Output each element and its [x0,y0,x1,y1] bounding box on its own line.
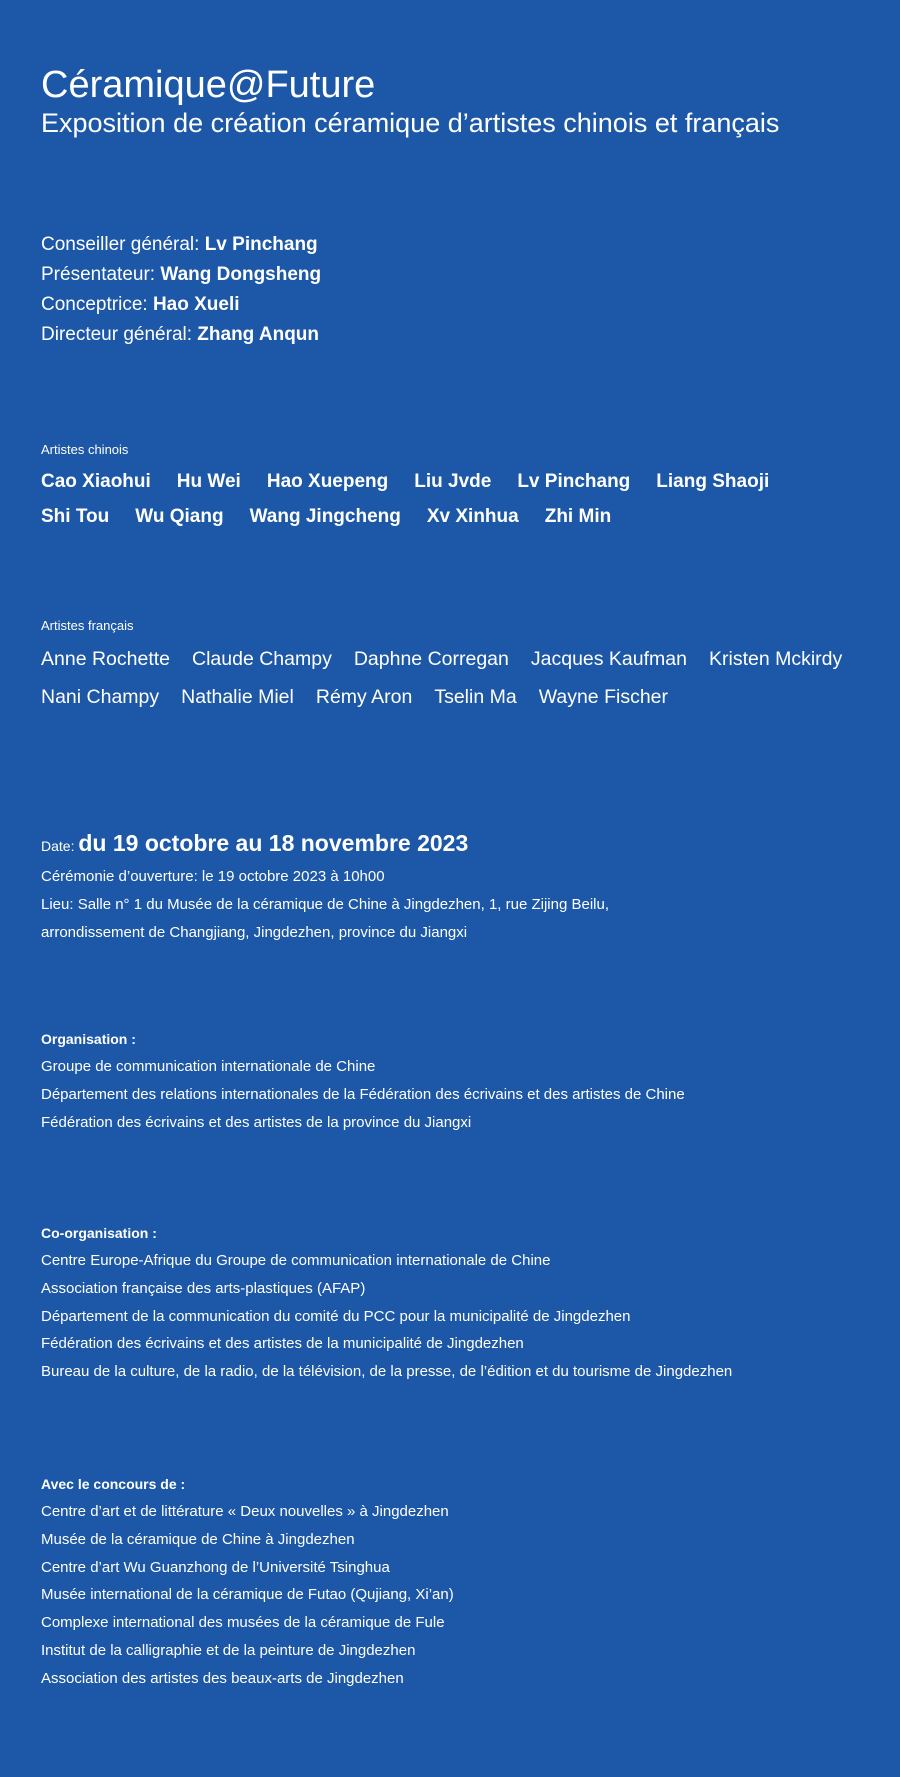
opening-ceremony: Cérémonie d’ouverture: le 19 octobre 2023 à 10h00 [41,868,385,885]
exhibition-title: Céramique@Future [41,64,376,106]
french-artists-list [41,640,891,716]
credit-line [41,260,321,290]
artist-name: Nathalie Miel [181,686,294,708]
event-details [41,826,609,947]
artist-name: Zhi Min [544,506,612,527]
artist-name: Tselin Ma [434,686,517,708]
co-organisation-line: Fédération des écrivains et des artistes de la municipalité de Jingdezhen [41,1335,524,1353]
date-label: Date: [41,838,79,854]
concours-section [41,1470,454,1693]
credit-name: Lv Pinchang [204,234,318,255]
organisation-line: Groupe de communication internationale de Chine [41,1058,376,1075]
concours-line: Musée de la céramique de Chine à Jingdezhen [41,1530,355,1548]
organisation-section [41,1025,685,1136]
french-artists-label: Artistes français [41,618,134,633]
exhibition-subtitle: Exposition de création céramique d’artistes chinois et français [41,108,780,138]
date-value: du 19 octobre au 18 novembre 2023 [78,830,469,856]
credit-line [41,230,321,260]
concours-heading: Avec le concours de : [41,1476,186,1492]
concours-line: Centre d’art Wu Guanzhong de l’Université Tsinghua [41,1558,390,1576]
organisation-line: Département des relations internationales de la Fédération des écrivains et des artistes de Chine [41,1085,685,1103]
artist-name: Hao Xuepeng [266,471,389,492]
artist-name: Daphne Corregan [353,648,509,670]
artist-name: Xv Xinhua [426,506,519,527]
credits-list [41,230,321,350]
credit-line [41,290,321,320]
organisation-heading: Organisation : [41,1031,136,1047]
artist-name: Lv Pinchang [517,471,631,492]
organisation-line: Fédération des écrivains et des artistes de la province du Jiangxi [41,1113,472,1131]
artist-name: Liang Shaoji [656,471,770,492]
chinese-artists-list [41,464,861,534]
concours-line: Association des artistes des beaux-arts de Jingdezhen [41,1669,404,1687]
co-organisation-line: Bureau de la culture, de la radio, de la télévision, de la presse, de l’édition et du tourisme de Jingdezhen [41,1363,733,1381]
artist-name: Jacques Kaufman [530,648,687,670]
co-organisation-line: Centre Europe-Afrique du Groupe de communication internationale de Chine [41,1252,551,1269]
credit-role: Conseiller général: [41,234,205,255]
artist-name: Hu Wei [176,471,241,492]
artist-name: Wang Jingcheng [249,506,401,527]
concours-line: Centre d’art et de littérature « Deux nouvelles » à Jingdezhen [41,1503,449,1520]
artist-name: Nani Champy [41,686,160,708]
artist-name: Shi Tou [41,506,110,527]
chinese-artists-label: Artistes chinois [41,442,129,457]
artist-name: Wayne Fischer [538,686,668,708]
co-organisation-line: Association française des arts-plastiques (AFAP) [41,1279,366,1297]
artist-name: Liu Jvde [414,471,492,492]
credit-role: Présentateur: [41,264,161,285]
artist-name: Cao Xiaohui [41,471,151,492]
concours-line: Musée international de la céramique de Futao (Qujiang, Xi’an) [41,1586,454,1604]
co-organisation-heading: Co-organisation : [41,1225,157,1241]
artist-name: Wu Qiang [135,506,224,527]
french-artists-section [41,618,891,716]
co-organisation-section [41,1219,732,1386]
co-organisation-line: Département de la communication du comité du PCC pour la municipalité de Jingdezhen [41,1307,631,1325]
venue-line: arrondissement de Changjiang, Jingdezhen, province du Jiangxi [41,924,468,941]
artist-name: Rémy Aron [315,686,413,708]
artist-name: Claude Champy [192,648,332,670]
concours-line: Institut de la calligraphie et de la peinture de Jingdezhen [41,1641,416,1659]
artist-name: Kristen Mckirdy [708,648,843,670]
chinese-artists-section [41,442,861,534]
credit-name: Wang Dongsheng [160,264,322,285]
credit-name: Hao Xueli [152,294,240,315]
credit-role: Conceptrice: [41,294,153,315]
credit-name: Zhang Anqun [197,324,320,345]
event-date [41,826,609,863]
credit-line [41,320,321,350]
artist-name: Anne Rochette [41,648,171,670]
credit-role: Directeur général: [41,324,198,345]
concours-line: Complexe international des musées de la céramique de Fule [41,1614,445,1632]
venue-line: Lieu: Salle n° 1 du Musée de la céramique de Chine à Jingdezhen, 1, rue Zijing Beilu, [41,896,610,913]
